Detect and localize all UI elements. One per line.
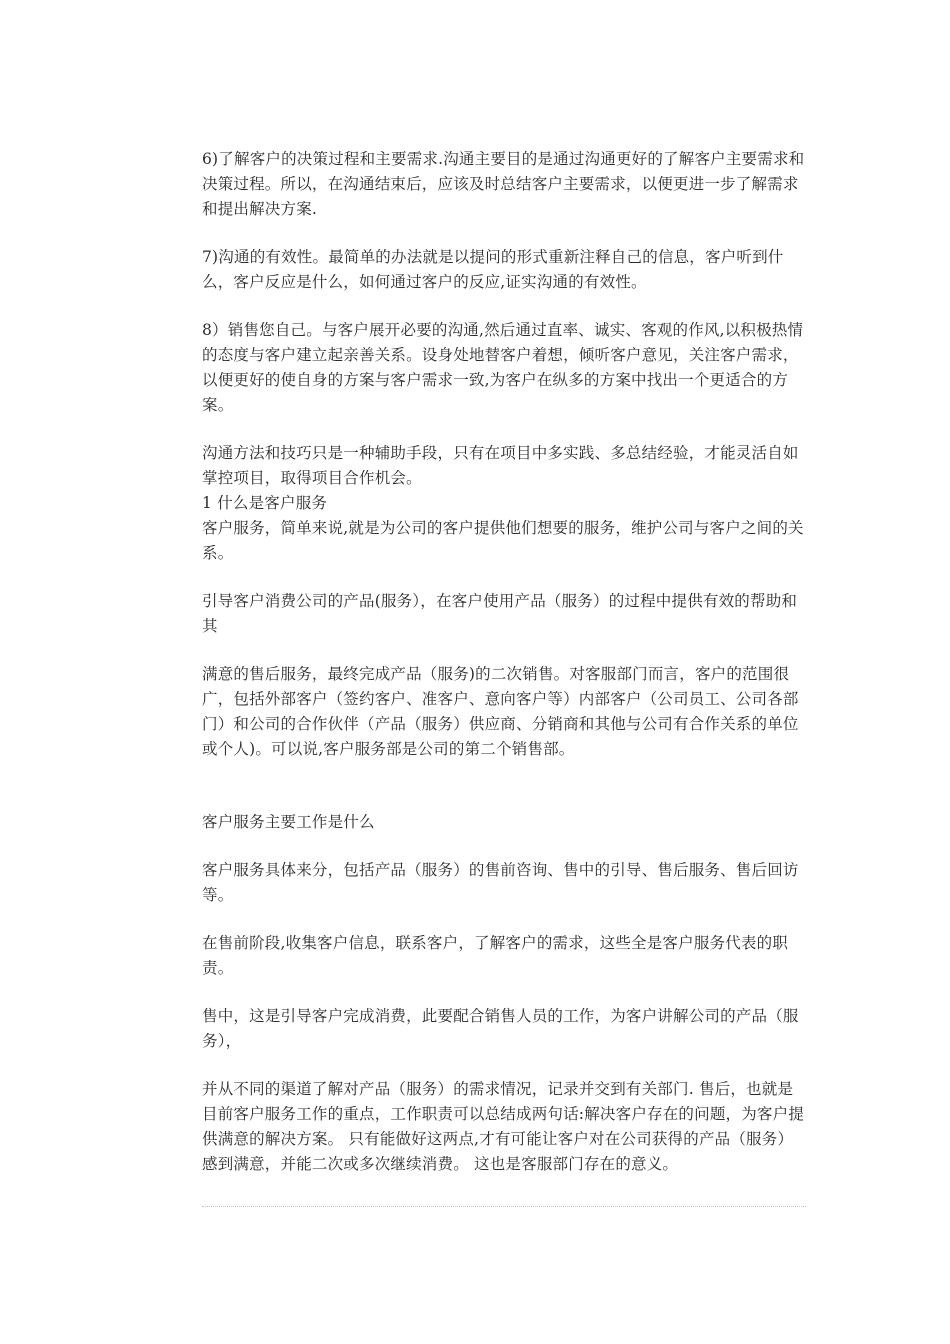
section-heading-what-is-customer-service: 1 什么是客户服务	[202, 494, 328, 512]
paragraph-gap	[202, 835, 808, 858]
paragraph-after-sales-scope: 满意的售后服务，最终完成产品（服务)的二次销售。对客服部门而言，客户的范围很广，包括外部客户（签约客户、准客户、意向客户等）内部客户（公司员工、公司各部门）和公司的合作伙伴（产品（服务）供应商、分销商和其他与公司有合作关系的单位或个人)。可以说,客户服务部是公司的第二个销售部。	[202, 665, 799, 758]
paragraph-gap	[202, 418, 808, 441]
paragraph-gap	[202, 981, 808, 1004]
paragraph-post-sales: 并从不同的渠道了解对产品（服务）的需求情况，记录并交到有关部门. 售后，也就是目前客户服务工作的重点，工作职责可以总结成两句话:解决客户存在的问题，为客户提供满意的解决方案。 只有能做好这两点,才有可能让客户对在公司获得的产品（服务）感到满意，并能二次或多次继续消费。 这也是客服部门存在的意义。	[202, 1080, 805, 1173]
paragraph-gap	[202, 639, 808, 662]
paragraph-customer-service-definition: 客户服务，简单来说,就是为公司的客户提供他们想要的服务，维护公司与客户之间的关系。	[202, 519, 804, 562]
paragraph-item-8: 8）销售您自己。与客户展开必要的沟通,然后通过直率、诚实、客观的作风,以积极热情的态度与客户建立起亲善关系。设身处地替客户着想，倾听客户意见，关注客户需求，以便更好的使自身的方案与客户需求一致,为客户在纵多的方案中找出一个更适合的方案。	[202, 321, 804, 414]
paragraph-item-6: 6)了解客户的决策过程和主要需求.沟通主要目的是通过沟通更好的了解客户主要需求和决策过程。所以，在沟通结束后，应该及时总结客户主要需求，以便更进一步了解需求和提出解决方案.	[202, 150, 805, 218]
paragraph-item-7: 7)沟通的有效性。最简单的办法就是以提问的形式重新注释自己的信息，客户听到什么，客户反应是什么，如何通过客户的反应,证实沟通的有效性。	[202, 248, 784, 291]
paragraph-in-sales: 售中，这是引导客户完成消费，此要配合销售人员的工作，为客户讲解公司的产品（服务），	[202, 1007, 799, 1050]
paragraph-gap	[202, 1054, 808, 1077]
paragraph-communication-summary: 沟通方法和技巧只是一种辅助手段，只有在项目中多实践、多总结经验，才能灵活自如掌控项目，取得项目合作机会。	[202, 444, 799, 487]
dotted-divider	[202, 1206, 806, 1207]
paragraph-gap	[202, 295, 808, 318]
paragraph-gap	[202, 222, 808, 245]
paragraph-gap	[202, 566, 808, 589]
paragraph-gap	[202, 762, 808, 810]
paragraph-pre-sales: 在售前阶段,收集客户信息，联系客户，了解客户的需求，这些全是客户服务代表的职责。	[202, 934, 789, 977]
paragraph-service-breakdown: 客户服务具体来分，包括产品（服务）的售前咨询、售中的引导、售后服务、售后回访等。	[202, 861, 799, 904]
paragraph-guide-consumption: 引导客户消费公司的产品(服务），在客户使用产品（服务）的过程中提供有效的帮助和其	[202, 592, 798, 635]
document-body	[202, 147, 808, 1177]
section-heading-main-work: 客户服务主要工作是什么	[202, 813, 375, 831]
paragraph-gap	[202, 908, 808, 931]
